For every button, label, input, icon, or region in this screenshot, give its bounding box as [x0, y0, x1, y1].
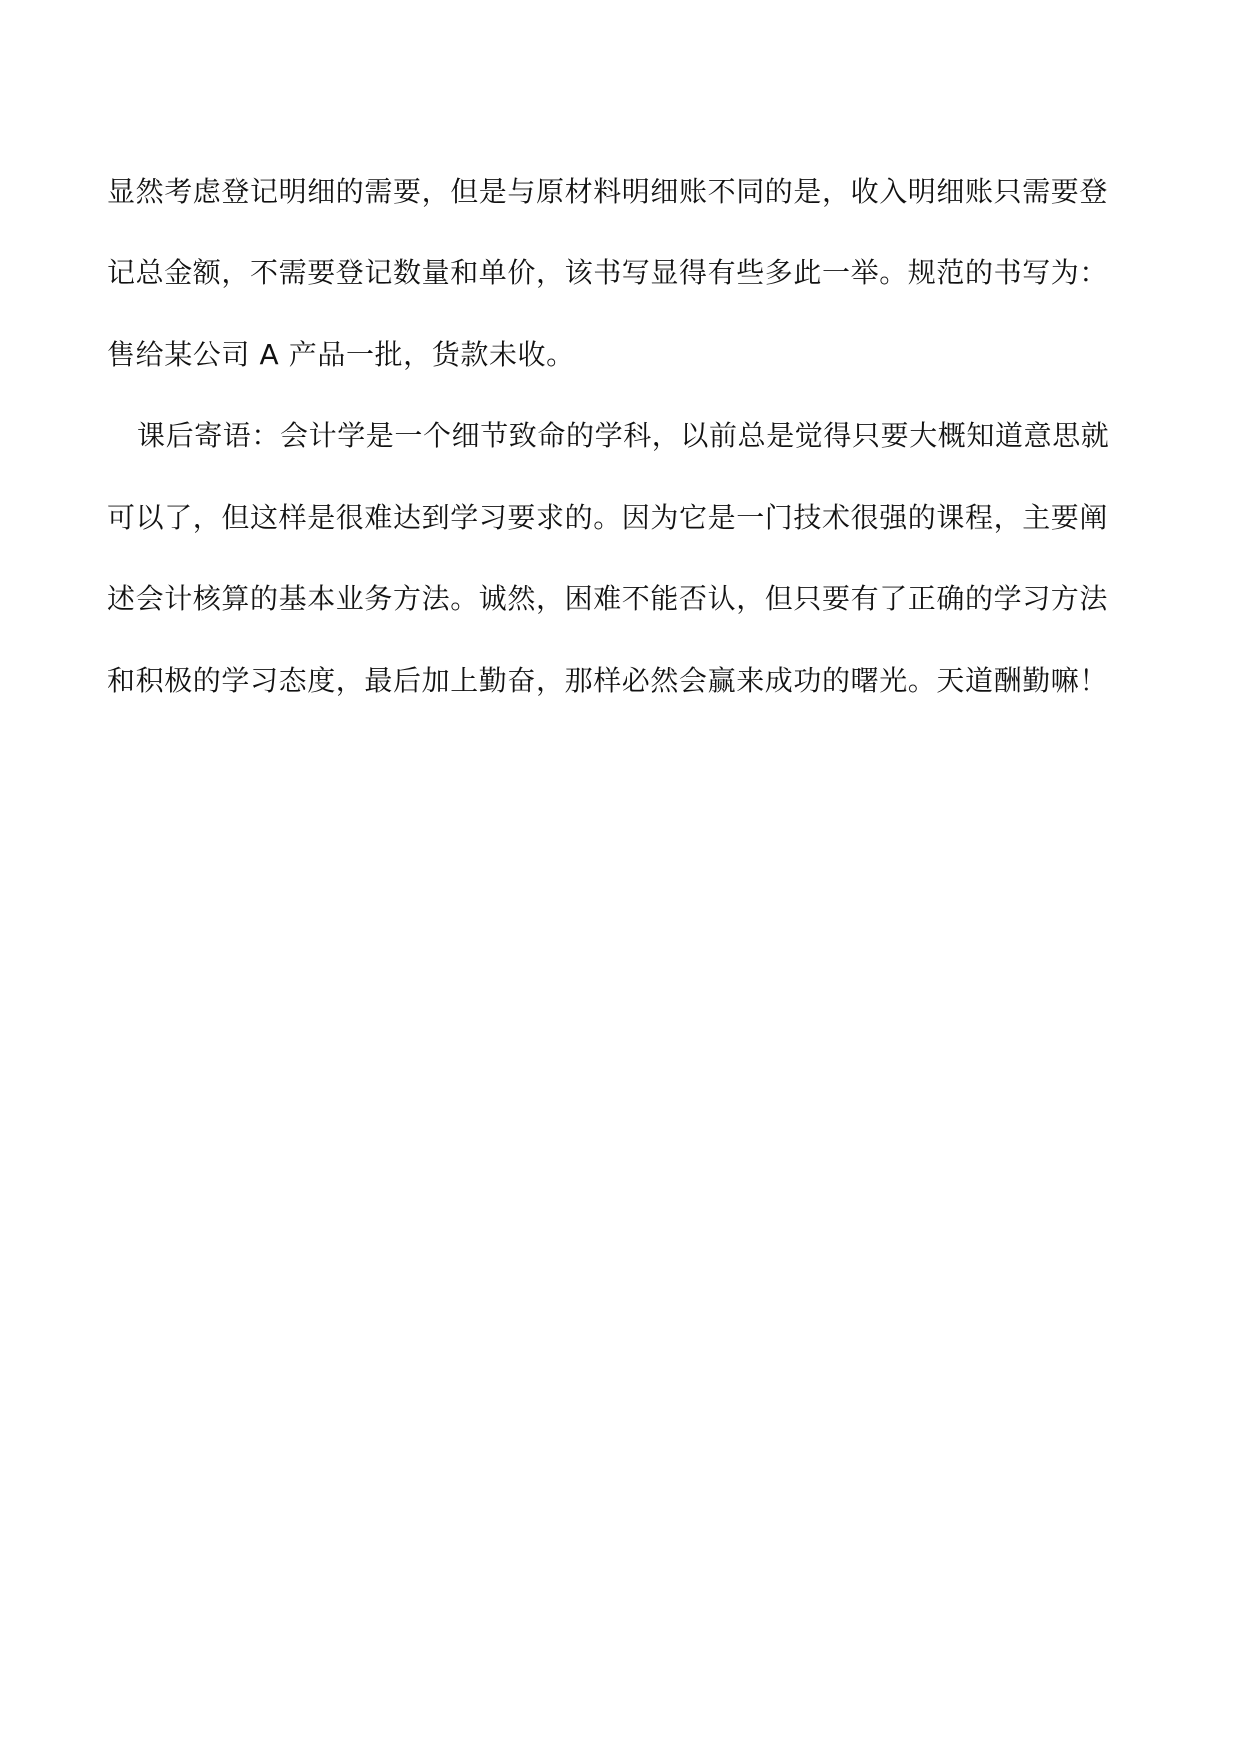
text-line: 记总金额，不需要登记数量和单价，该书写显得有些多此一举。规范的书写为：	[107, 256, 1109, 289]
text-line: 售给某公司 A 产品一批，货款未收。	[107, 338, 575, 371]
text-line: 和积极的学习态度，最后加上勤奋，那样必然会赢来成功的曙光。天道酬勤嘛！	[107, 664, 1109, 697]
text-line: 显然考虑登记明细的需要，但是与原材料明细账不同的是，收入明细账只需要登	[107, 175, 1109, 208]
text-line: 述会计核算的基本业务方法。诚然，困难不能否认，但只要有了正确的学习方法	[107, 582, 1109, 615]
text-line: 可以了，但这样是很难达到学习要求的。因为它是一门技术很强的课程，主要阐	[107, 501, 1109, 534]
text-line: 课后寄语：会计学是一个细节致命的学科，以前总是觉得只要大概知道意思就	[137, 419, 1110, 452]
